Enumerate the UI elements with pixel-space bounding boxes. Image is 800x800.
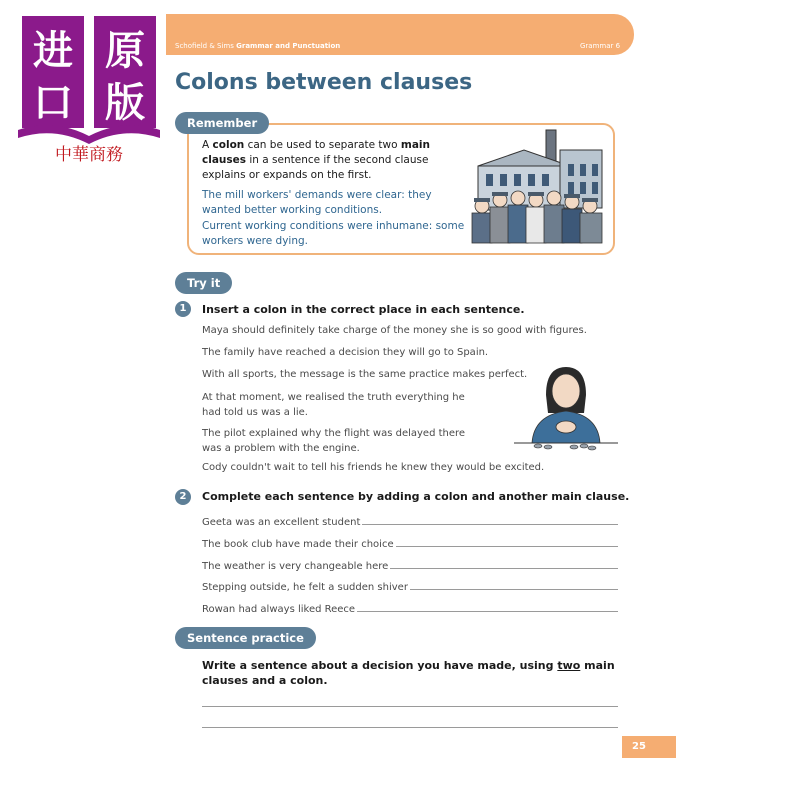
exercise-sentence: Maya should definitely take charge of the money she is so good with figures. — [202, 325, 587, 336]
exercise-sentence: The family have reached a decision they will go to Spain. — [202, 347, 489, 358]
logo-char: 原 — [105, 28, 145, 74]
completion-stem: The book club have made their choice — [202, 539, 394, 550]
question-number: 1 — [175, 301, 191, 317]
exercise-sentence: At that moment, we realised the truth everything he had told us was a lie. — [202, 392, 465, 418]
question-number: 2 — [175, 489, 191, 505]
header-series — [175, 42, 340, 50]
completion-row[interactable] — [202, 512, 618, 528]
sentence-practice-label: Sentence practice — [175, 627, 316, 649]
remember-example-1: The mill workers' demands were clear: they wanted better working conditions. — [202, 189, 432, 216]
question-2-prompt: Complete each sentence by adding a colon and another main clause. — [202, 490, 630, 503]
answer-line[interactable] — [362, 523, 618, 525]
exercise-sentence: Cody couldn't wait to tell his friends he knew they would be excited. — [202, 462, 545, 473]
remember-text: A colon can be used to separate two main clauses in a sentence if the second clause explains or expands on the first. — [202, 139, 431, 181]
completion-stem: Stepping outside, he felt a sudden shiver — [202, 582, 408, 593]
answer-line[interactable] — [410, 588, 618, 590]
completion-row[interactable] — [202, 577, 618, 593]
mill-workers-illustration — [460, 128, 610, 248]
header-section: Grammar 6 — [580, 42, 621, 50]
logo-char: 口 — [33, 80, 73, 126]
exercise-sentence: With all sports, the message is the same practice makes perfect. — [202, 369, 528, 380]
remember-label: Remember — [175, 112, 269, 134]
sentence-practice-prompt: Write a sentence about a decision you have made, using two main clauses and a colon. — [202, 659, 615, 687]
writing-line[interactable] — [202, 706, 618, 707]
exercise-sentence: The pilot explained why the flight was delayed there was a problem with the engine. — [202, 428, 466, 454]
series-prefix: Schofield & Sims — [175, 42, 234, 50]
completion-stem: Geeta was an excellent student — [202, 517, 361, 528]
completion-row[interactable] — [202, 599, 618, 615]
logo-subtitle: 中華商務 — [55, 145, 123, 164]
try-it-label: Try it — [175, 272, 232, 294]
completion-stem: Rowan had always liked Reece — [202, 604, 356, 615]
page-number: 25 — [622, 736, 676, 758]
girl-counting-coins-illustration — [512, 365, 620, 453]
logo-char: 进 — [33, 28, 73, 74]
publisher-logo — [14, 14, 164, 164]
completion-row[interactable] — [202, 534, 618, 550]
completion-row[interactable] — [202, 556, 618, 572]
question-1-prompt: Insert a colon in the correct place in each sentence. — [202, 303, 525, 316]
page-title: Colons between clauses — [175, 70, 473, 95]
answer-line[interactable] — [390, 567, 618, 569]
writing-line[interactable] — [202, 727, 618, 728]
answer-line[interactable] — [396, 545, 618, 547]
completion-stem: The weather is very changeable here — [202, 561, 389, 572]
answer-line[interactable] — [357, 610, 618, 612]
logo-char: 版 — [105, 80, 145, 126]
series-title: Grammar and Punctuation — [236, 42, 341, 50]
remember-example-2: Current working conditions were inhumane: some workers were dying. — [202, 220, 465, 247]
